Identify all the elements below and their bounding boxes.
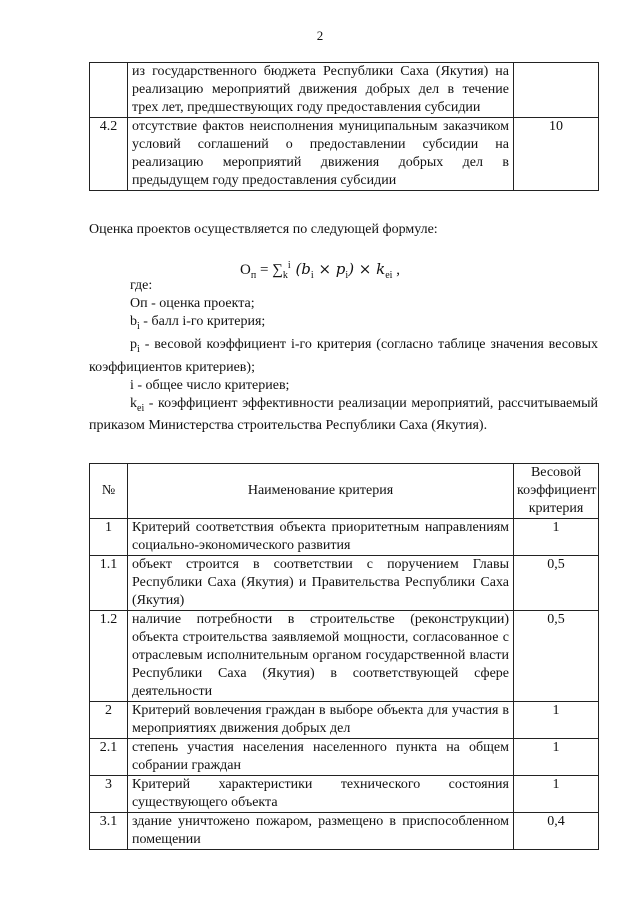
row-criterion: наличие потребности в строительстве (реконструкции) объекта строительства заявляемой мощности, согласованное с отраслевым исполнительным органом государственной власти Республики Саха (Якутия) в соответствующей сфере деятельности (128, 611, 514, 702)
row-number: 1 (90, 519, 128, 556)
def-op: Оп - оценка проекта; (130, 296, 255, 311)
def-bi (89, 313, 598, 336)
formula-times: × p (313, 260, 346, 278)
formula-sum-sub: k (282, 270, 288, 281)
row-number: 4.2 (90, 118, 128, 191)
def-kei (89, 395, 598, 436)
row-criterion: из государственного бюджета Республики Саха (Якутия) на реализацию мероприятий движения добрых дел в течение трех лет, предшествующих году предоставления субсидии (128, 63, 514, 118)
def-kei-sub: ei (137, 402, 145, 414)
row-number (90, 63, 128, 118)
row-criterion: объект строится в соответствии с поручением Главы Республики Саха (Якутия) и Правительства Республики Саха (Якутия) (128, 556, 514, 611)
row-number: 3.1 (90, 813, 128, 850)
row-criterion: степень участия населения населенного пункта на общем собрании граждан (128, 739, 514, 776)
row-number: 3 (90, 776, 128, 813)
def-pi-sub: i (137, 343, 140, 355)
def-pi (89, 336, 598, 377)
criteria-table-continued (89, 62, 599, 191)
header-weight: Весовой коэффициент критерия (514, 464, 599, 519)
row-weight: 0,5 (514, 556, 599, 611)
formula-lhs-sub: п (250, 270, 257, 281)
row-weight: 1 (514, 519, 599, 556)
row-weight: 0,5 (514, 611, 599, 702)
row-criterion: отсутствие фактов неисполнения муниципальным заказчиком условий соглашений о предоставлении субсидии на реализацию мероприятий движения добрых дел в предыдущем году предоставления субсидии (128, 118, 514, 191)
formula-body: (b (290, 260, 311, 278)
page-number: 2 (316, 28, 324, 43)
row-weight (514, 63, 599, 118)
row-criterion: Критерий характеристики технического состояния существующего объекта (128, 776, 514, 813)
row-weight: 1 (514, 702, 599, 739)
criteria-weights-table (89, 463, 599, 850)
table-row (90, 813, 599, 850)
formula-b-sub: i (310, 270, 314, 281)
formula-definitions (89, 277, 598, 435)
header-num: № (90, 464, 128, 519)
header-name: Наименование критерия (128, 464, 514, 519)
formula-eq: = ∑ (256, 262, 283, 278)
row-number: 2 (90, 702, 128, 739)
table-row (90, 611, 599, 702)
table-row (90, 519, 599, 556)
def-pi-sym: p (130, 336, 137, 352)
def-bi-text: - балл i-го критерия; (139, 314, 266, 329)
def-bi-sym: b (130, 314, 137, 329)
table-row (90, 702, 599, 739)
row-criterion: Критерий соответствия объекта приоритетным направлениям социально-экономического развития (128, 519, 514, 556)
table-row (90, 118, 599, 191)
row-number: 1.2 (90, 611, 128, 702)
row-number: 1.1 (90, 556, 128, 611)
table-header-row (90, 464, 599, 519)
def-kei-text: - коэффициент эффективности реализации мероприятий, рассчитываемый приказом Министерства строительства Республики Саха (Якутия). (89, 395, 598, 434)
formula-close: ) × k (348, 260, 386, 278)
def-kei-sym: k (130, 395, 137, 411)
table-row (90, 776, 599, 813)
row-number: 2.1 (90, 739, 128, 776)
formula-lhs: О (240, 262, 251, 278)
row-weight: 10 (514, 118, 599, 191)
table-row (90, 556, 599, 611)
table-row (90, 739, 599, 776)
row-weight: 0,4 (514, 813, 599, 850)
def-pi-text: - весовой коэффициент i-го критерия (согласно таблице значения весовых коэффициентов критериев); (89, 336, 598, 375)
formula-tail: , (392, 262, 400, 278)
def-where: где: (130, 278, 153, 293)
formula-sum-sup: i (287, 260, 291, 271)
table-row (90, 63, 599, 118)
row-weight: 1 (514, 739, 599, 776)
def-i: i - общее число критериев; (130, 377, 290, 393)
row-weight: 1 (514, 776, 599, 813)
row-criterion: Критерий вовлечения граждан в выборе объекта для участия в мероприятиях движения добрых дел (128, 702, 514, 739)
formula-k-sub: ei (385, 270, 393, 281)
row-criterion: здание уничтожено пожаром, размещено в приспособленном помещении (128, 813, 514, 850)
def-bi-sub: i (137, 320, 140, 332)
formula-intro: Оценка проектов осуществляется по следующей формуле: (89, 222, 438, 237)
formula-p-sub: i (345, 270, 349, 281)
